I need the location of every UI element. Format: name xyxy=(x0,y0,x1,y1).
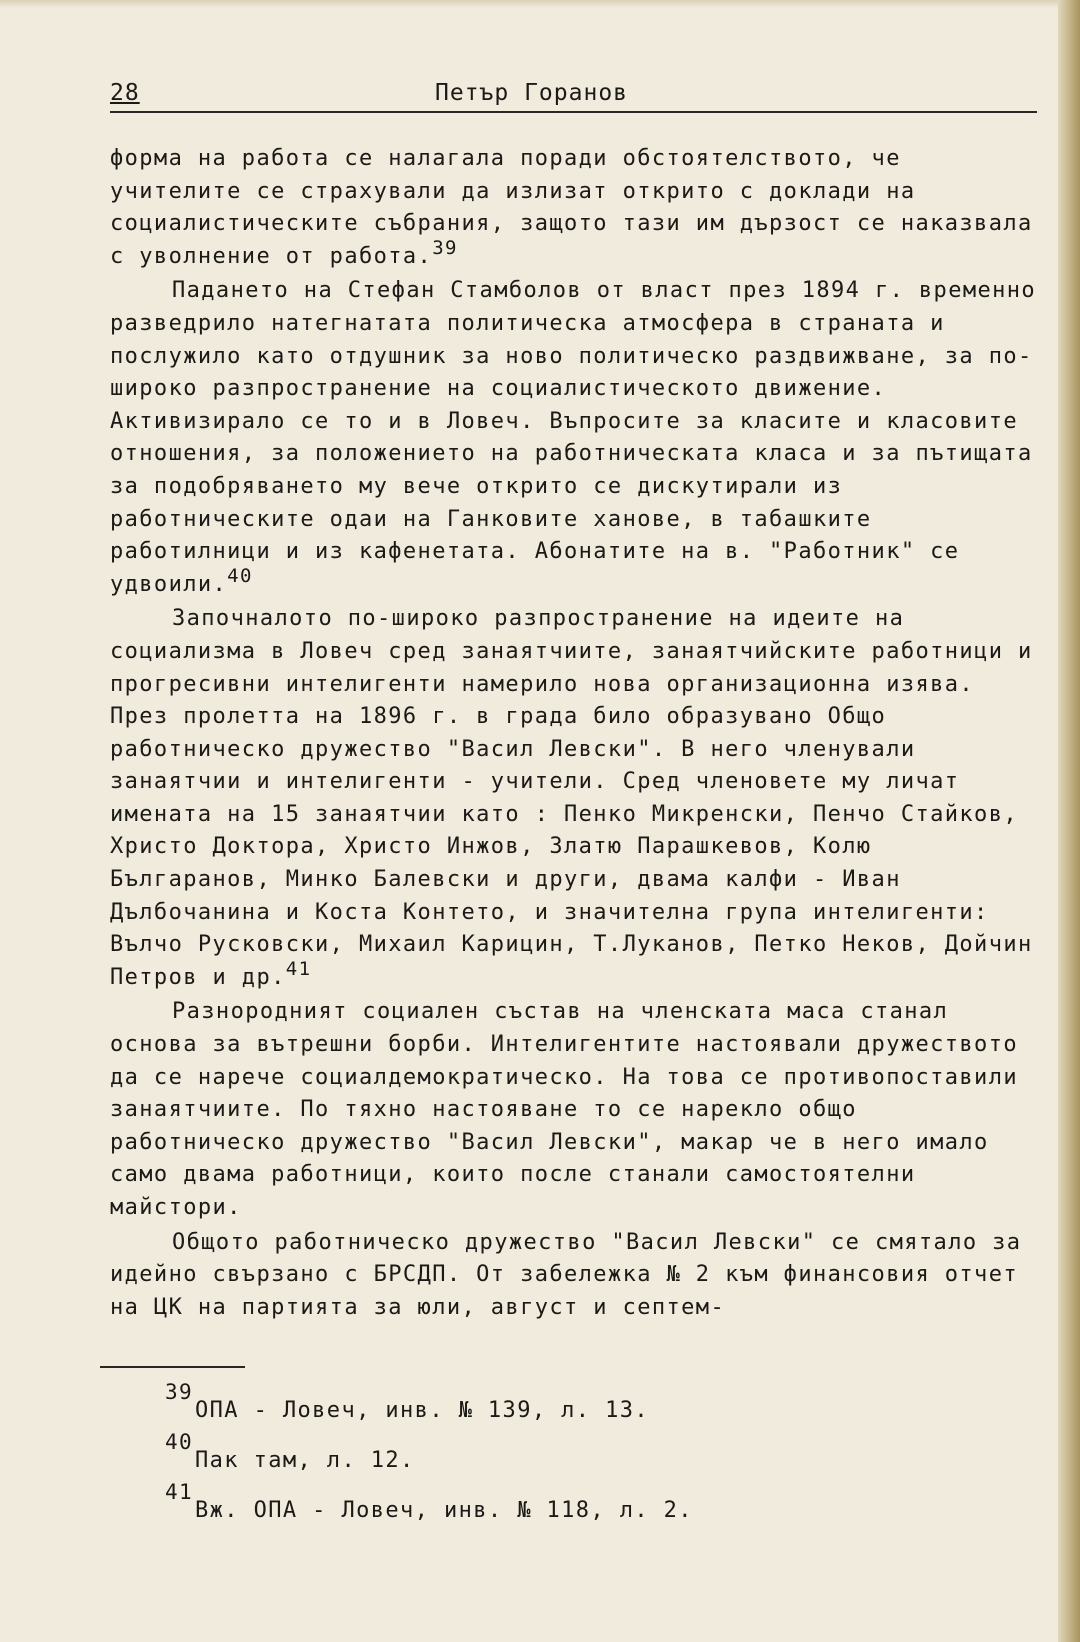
running-title: Петър Горанов xyxy=(435,80,629,106)
body-text xyxy=(110,143,1045,1324)
running-header xyxy=(110,80,1037,116)
footnotes xyxy=(165,1380,965,1530)
footnote-reference: 39 xyxy=(432,236,458,259)
footnote xyxy=(165,1480,965,1530)
paragraph: Общото работническо дружество "Васил Левски" се смятало за идейно свързано с БРСДП. От забележка № 2 към финансовия отчет на ЦК на партията за юли, август и септем- xyxy=(110,1229,1022,1320)
footnote-reference: 40 xyxy=(227,564,253,587)
paragraph: Започналото по-широко разпространение на идеите на социализма в Ловеч сред занаятчиите, занаятчийските работници и прогресивни интелигенти намерило нова организационна изява. През пролетта на 1896 г. в града било образувано Общо работническо дружество "Васил Левски". В него членували занаятчии и интелигенти - учители. Сред членовете му личат имената на 15 занаятчии като : Пенко Микренски, Пенчо Стайков, Христо Доктора, Христо Инжов, Златю Парашкевов, Колю Българанов, Минко Балевски и други, двама калфи - Иван Дълбочанина и Коста Контето, и значителна група интелигенти: Вълчо Русковски, Михаил Карицин, Т.Луканов, Петко Неков, Дойчин Петров и др.$^{41}$ xyxy=(110,606,1033,990)
footnote-reference: 41 xyxy=(285,957,312,980)
page-top-shadow xyxy=(0,0,1080,8)
footnote xyxy=(165,1380,965,1430)
footnote-text: Пак там, л. 12. xyxy=(195,1448,415,1473)
footnote-mark: 39 xyxy=(165,1380,194,1404)
footnote-mark: 41 xyxy=(165,1480,194,1504)
footnote-text: ОПА - Ловеч, инв. № 139, л. 13. xyxy=(195,1398,649,1423)
footnote-rule xyxy=(100,1366,245,1368)
paragraph: Падането на Стефан Стамболов от власт през 1894 г. временно разведрило натегнатата политическа атмосфера в страната и послужило като отдушник за ново политическо раздвижване, за по-широко разпространение на социалистическото движение. Активизирало се то и в Ловеч. Въпросите за класите и класовите отношения, за положението на работническата класа и за пътищата за подобряването му вече открито се дискутирали из работническите одаи на Ганковите ханове, в табашките работилници и из кафенетата. Абонатите на в. "Работник" се удвоили.$^{40}$ xyxy=(110,278,1037,597)
header-rule xyxy=(110,111,1037,113)
footnote-mark: 40 xyxy=(165,1430,194,1454)
footnote xyxy=(165,1430,965,1480)
page-number: 28 xyxy=(110,80,140,106)
paragraph: Разнородният социален състав на членската маса станал основа за вътрешни борби. Интелигентите настоявали дружеството да се нарече социалдемократическо. На това се противопоставили занаятчиите. По тяхно настояване то се нарекло общо работническо дружество "Васил Левски", макар че в него имало само двама работници, които после станали самостоятелни майстори. xyxy=(110,999,1018,1220)
footnote-text: Вж. ОПА - Ловеч, инв. № 118, л. 2. xyxy=(195,1498,693,1523)
page-edge xyxy=(1058,0,1080,1642)
paragraph: форма на работа се налагала поради обстоятелството, че учителите се страхували да излизат открито с доклади на социалистическите събрания, защото тази им дързост се наказвала с уволнение от работа.$^{39}$ xyxy=(110,146,1033,269)
